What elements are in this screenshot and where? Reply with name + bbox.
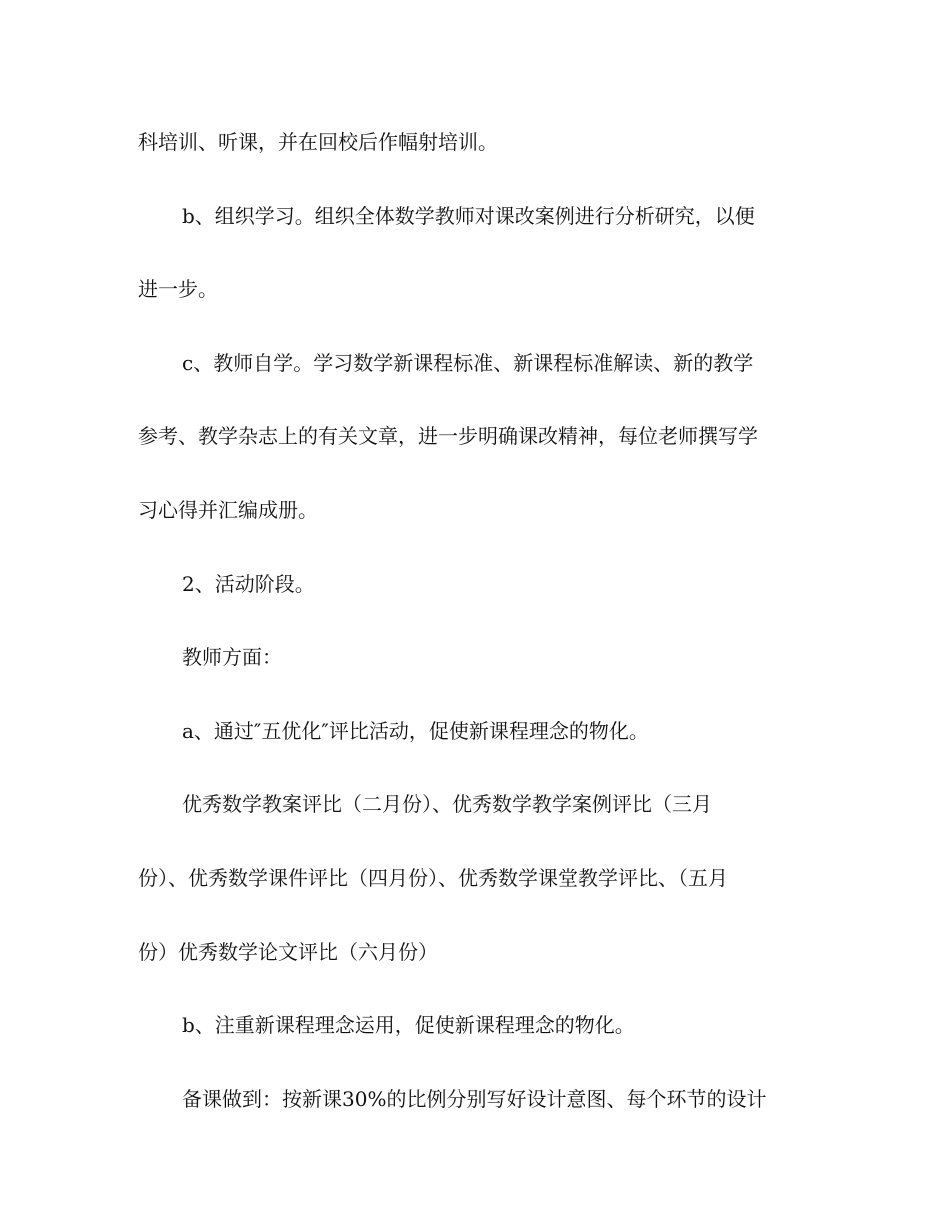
paragraph-line: 科培训、听课，并在回校后作幅射培训。 <box>138 130 498 154</box>
paragraph-line: c、教师自学。学习数学新课程标准、新课程标准解读、新的教学 <box>182 350 754 375</box>
document-body <box>138 122 818 1152</box>
paragraph-line: 习心得并汇编成册。 <box>138 497 318 522</box>
paragraph-line: a、通过″五优化″评比活动，促使新课程理念的物化。 <box>182 718 649 743</box>
paragraph-line: 备课做到：按新课30%的比例分别写好设计意图、每个环节的设计 <box>182 1086 767 1111</box>
paragraph-line: 参考、教学杂志上的有关文章，进一步明确课改精神，每位老师撰写学 <box>138 424 758 449</box>
paragraph-line: 进一步。 <box>138 277 218 302</box>
subsection-heading: 教师方面： <box>182 645 282 670</box>
section-heading: 2、活动阶段。 <box>182 571 315 596</box>
paragraph-line: b、组织学习。组织全体数学教师对课改案例进行分析研究，以便 <box>182 203 755 228</box>
paragraph-line: 份）、优秀数学课件评比（四月份）、优秀数学课堂教学评比、（五月 <box>138 865 728 890</box>
paragraph-line: 份）优秀数学论文评比（六月份） <box>138 939 438 964</box>
paragraph-line: b、注重新课程理念运用，促使新课程理念的物化。 <box>182 1013 635 1038</box>
paragraph-line: 优秀数学教案评比（二月份）、优秀数学教学案例评比（三月 <box>182 792 712 817</box>
